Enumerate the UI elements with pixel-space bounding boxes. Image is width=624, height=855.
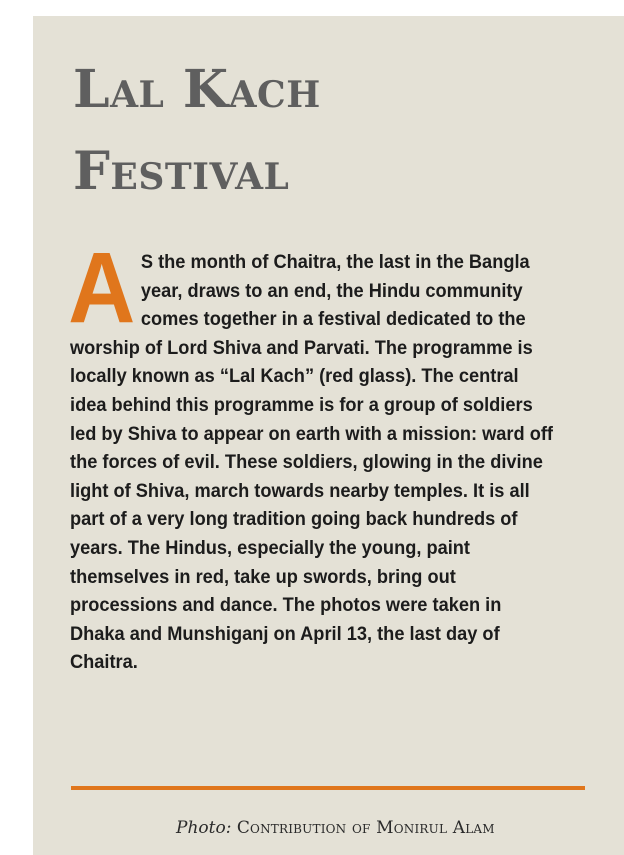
photo-credit-prefix: Photo:	[176, 818, 232, 838]
divider-rule	[71, 786, 585, 790]
title-line-2: Festival	[73, 141, 290, 202]
article-panel	[33, 16, 624, 855]
photo-credit-source: Contribution of Monirul Alam	[236, 818, 495, 838]
article-body	[68, 232, 554, 677]
title-line-1: Lal Kach	[73, 59, 321, 120]
drop-cap: A	[68, 232, 136, 344]
article-body-text: S the month of Chaitra, the last in the Bangla year, draws to an end, the Hindu community comes together in a festival dedicated to the worship of Lord Shiva and Parvati. The programme is locally known as “Lal Kach” (red glass). The central idea behind this programme is for a group of soldiers led by Shiva to appear on earth with a mission: ward off the forces of evil. These soldiers, glowing in the divine light of Shiva, march towards nearby temples. It is all part of a very long tradition going back hundreds of years. The Hindus, especially the young, paint themselves in red, take up swords, bring out processions and dance. The photos were taken in Dhaka and Munshiganj on April 13, the last day of Chaitra.	[70, 251, 553, 674]
photo-credit	[176, 820, 495, 837]
